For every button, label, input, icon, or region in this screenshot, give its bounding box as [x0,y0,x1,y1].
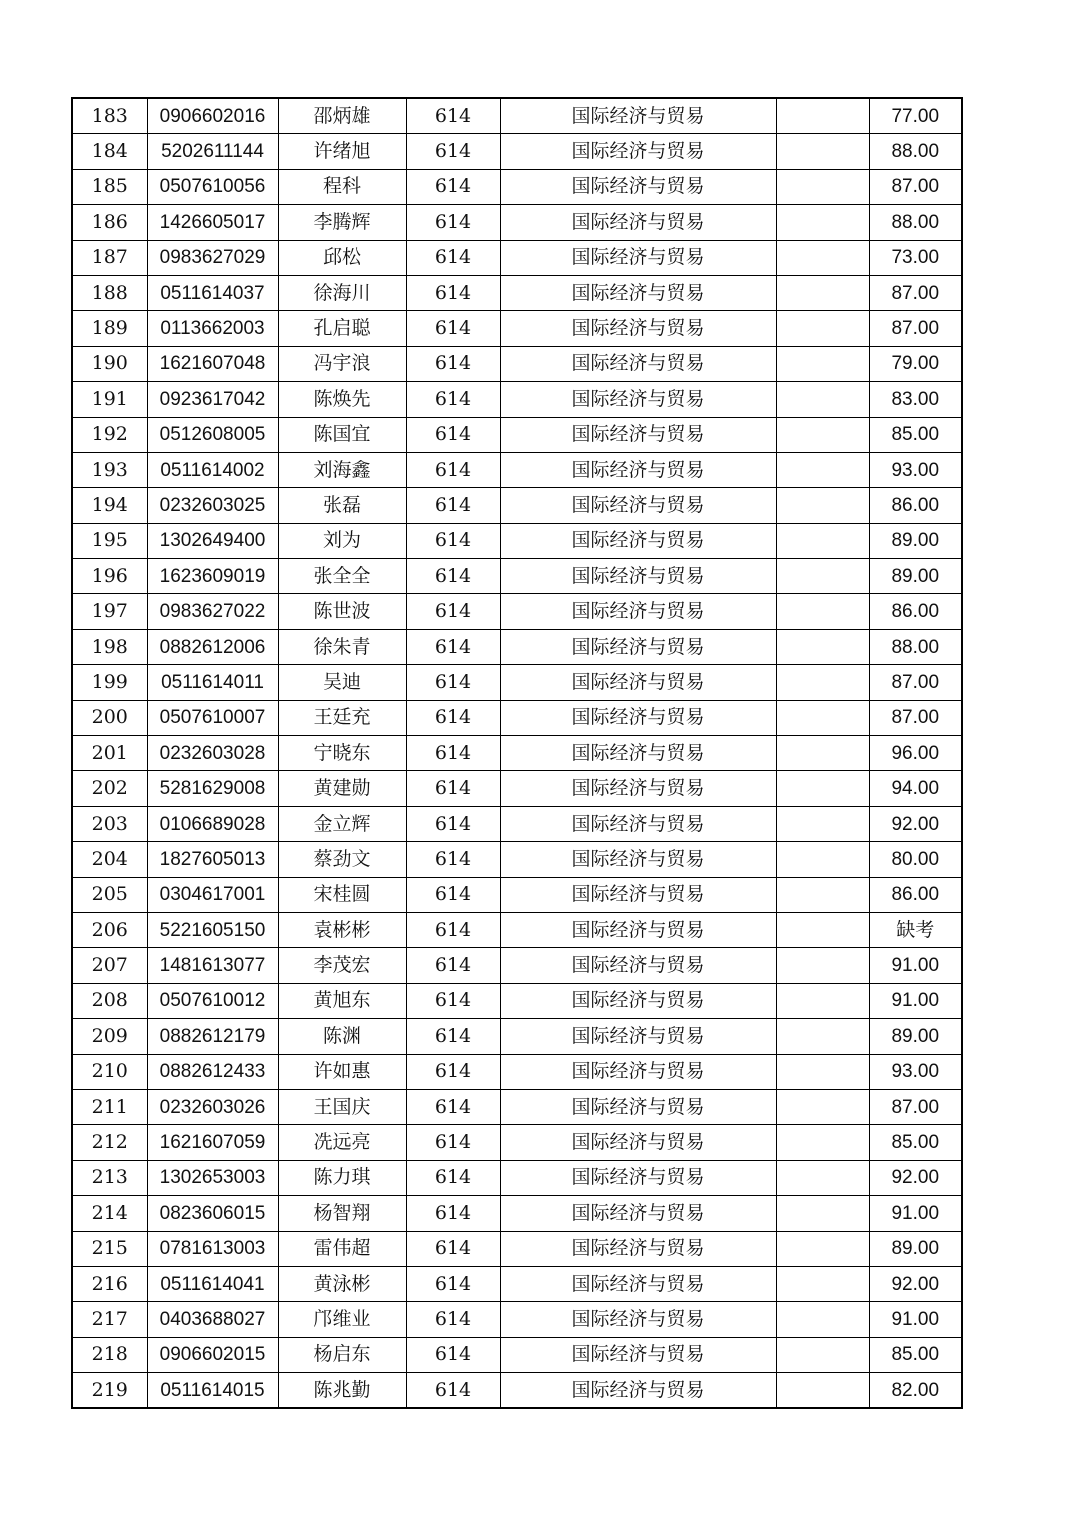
cell-student-name: 宁晓东 [278,736,406,771]
cell-student-name: 邝维业 [278,1302,406,1337]
table-row [72,665,962,700]
cell-subject-code: 614 [406,1125,500,1160]
cell-subject-code: 614 [406,1054,500,1089]
cell-exam-id: 0882612006 [147,629,278,664]
cell-seq-number: 213 [72,1160,147,1195]
cell-seq-number: 188 [72,275,147,310]
cell-score: 87.00 [869,1089,962,1124]
cell-major: 国际经济与贸易 [500,1196,776,1231]
cell-exam-id: 0882612179 [147,1019,278,1054]
cell-note [776,771,869,806]
cell-major: 国际经济与贸易 [500,1231,776,1266]
cell-student-name: 陈力琪 [278,1160,406,1195]
table-row [72,700,962,735]
cell-seq-number: 209 [72,1019,147,1054]
cell-seq-number: 217 [72,1302,147,1337]
cell-major: 国际经济与贸易 [500,346,776,381]
table-row [72,1337,962,1372]
cell-exam-id: 0232603026 [147,1089,278,1124]
cell-note [776,311,869,346]
cell-note [776,1125,869,1160]
cell-exam-id: 0511614041 [147,1266,278,1301]
table-row [72,1054,962,1089]
cell-student-name: 徐朱青 [278,629,406,664]
cell-seq-number: 204 [72,842,147,877]
cell-major: 国际经济与贸易 [500,594,776,629]
cell-score: 82.00 [869,1373,962,1409]
table-row [72,346,962,381]
cell-subject-code: 614 [406,736,500,771]
cell-note [776,523,869,558]
cell-score: 73.00 [869,240,962,275]
cell-note [776,1160,869,1195]
cell-student-name: 陈兆勤 [278,1373,406,1409]
cell-major: 国际经济与贸易 [500,205,776,240]
cell-exam-id: 5221605150 [147,912,278,947]
cell-subject-code: 614 [406,948,500,983]
cell-subject-code: 614 [406,417,500,452]
cell-subject-code: 614 [406,700,500,735]
cell-exam-id: 0232603025 [147,488,278,523]
cell-student-name: 杨智翔 [278,1196,406,1231]
cell-note [776,665,869,700]
cell-major: 国际经济与贸易 [500,806,776,841]
table-row [72,1196,962,1231]
cell-note [776,912,869,947]
cell-note [776,1373,869,1409]
cell-score: 92.00 [869,1160,962,1195]
cell-note [776,594,869,629]
cell-exam-id: 0507610007 [147,700,278,735]
cell-exam-id: 1621607059 [147,1125,278,1160]
table-row [72,98,962,134]
cell-exam-id: 0304617001 [147,877,278,912]
cell-note [776,1019,869,1054]
cell-major: 国际经济与贸易 [500,842,776,877]
table-row [72,559,962,594]
cell-score: 77.00 [869,98,962,134]
cell-score: 91.00 [869,1302,962,1337]
cell-major: 国际经济与贸易 [500,382,776,417]
cell-subject-code: 614 [406,665,500,700]
cell-exam-id: 0113662003 [147,311,278,346]
cell-student-name: 徐海川 [278,275,406,310]
table-row [72,523,962,558]
cell-subject-code: 614 [406,877,500,912]
cell-note [776,806,869,841]
cell-subject-code: 614 [406,205,500,240]
cell-subject-code: 614 [406,98,500,134]
cell-score: 91.00 [869,983,962,1018]
cell-score: 93.00 [869,1054,962,1089]
score-table [71,97,963,1409]
cell-seq-number: 198 [72,629,147,664]
cell-note [776,736,869,771]
cell-score: 86.00 [869,488,962,523]
table-row [72,771,962,806]
table-row [72,948,962,983]
cell-seq-number: 184 [72,134,147,169]
table-row [72,842,962,877]
cell-exam-id: 1621607048 [147,346,278,381]
cell-subject-code: 614 [406,523,500,558]
table-row [72,382,962,417]
cell-student-name: 黄旭东 [278,983,406,1018]
table-row [72,311,962,346]
cell-subject-code: 614 [406,1160,500,1195]
cell-major: 国际经济与贸易 [500,452,776,487]
cell-note [776,700,869,735]
cell-exam-id: 0923617042 [147,382,278,417]
cell-student-name: 张磊 [278,488,406,523]
cell-student-name: 王廷充 [278,700,406,735]
cell-note [776,169,869,204]
cell-student-name: 李茂宏 [278,948,406,983]
cell-note [776,417,869,452]
cell-seq-number: 215 [72,1231,147,1266]
table-row [72,1373,962,1409]
cell-note [776,559,869,594]
cell-subject-code: 614 [406,275,500,310]
cell-exam-id: 0781613003 [147,1231,278,1266]
cell-student-name: 李腾辉 [278,205,406,240]
cell-student-name: 金立辉 [278,806,406,841]
cell-seq-number: 219 [72,1373,147,1409]
table-row [72,1019,962,1054]
table-row [72,452,962,487]
cell-score: 87.00 [869,700,962,735]
cell-exam-id: 0906602016 [147,98,278,134]
cell-subject-code: 614 [406,382,500,417]
cell-major: 国际经济与贸易 [500,665,776,700]
cell-subject-code: 614 [406,1231,500,1266]
cell-score: 93.00 [869,452,962,487]
cell-exam-id: 0106689028 [147,806,278,841]
cell-seq-number: 199 [72,665,147,700]
cell-score: 88.00 [869,629,962,664]
cell-seq-number: 202 [72,771,147,806]
cell-subject-code: 614 [406,1019,500,1054]
table-row [72,240,962,275]
cell-subject-code: 614 [406,1089,500,1124]
cell-seq-number: 206 [72,912,147,947]
cell-note [776,1266,869,1301]
cell-score: 94.00 [869,771,962,806]
cell-note [776,1231,869,1266]
cell-note [776,1054,869,1089]
cell-seq-number: 189 [72,311,147,346]
table-row [72,205,962,240]
cell-major: 国际经济与贸易 [500,98,776,134]
cell-subject-code: 614 [406,346,500,381]
cell-note [776,205,869,240]
cell-seq-number: 195 [72,523,147,558]
table-row [72,806,962,841]
table-row [72,134,962,169]
cell-major: 国际经济与贸易 [500,559,776,594]
cell-exam-id: 0507610012 [147,983,278,1018]
cell-major: 国际经济与贸易 [500,877,776,912]
cell-major: 国际经济与贸易 [500,1089,776,1124]
cell-note [776,98,869,134]
cell-seq-number: 196 [72,559,147,594]
table-row [72,417,962,452]
cell-major: 国际经济与贸易 [500,523,776,558]
cell-subject-code: 614 [406,1337,500,1372]
cell-subject-code: 614 [406,240,500,275]
cell-score: 83.00 [869,382,962,417]
cell-major: 国际经济与贸易 [500,1266,776,1301]
cell-exam-id: 0512608005 [147,417,278,452]
table-row [72,912,962,947]
cell-seq-number: 191 [72,382,147,417]
table-row [72,169,962,204]
cell-exam-id: 0511614002 [147,452,278,487]
cell-score: 86.00 [869,594,962,629]
cell-score: 87.00 [869,665,962,700]
cell-student-name: 许绪旭 [278,134,406,169]
cell-seq-number: 207 [72,948,147,983]
cell-seq-number: 192 [72,417,147,452]
cell-score: 80.00 [869,842,962,877]
cell-exam-id: 1827605013 [147,842,278,877]
cell-subject-code: 614 [406,169,500,204]
cell-student-name: 陈世波 [278,594,406,629]
cell-note [776,1196,869,1231]
cell-exam-id: 0983627029 [147,240,278,275]
cell-exam-id: 1302649400 [147,523,278,558]
cell-exam-id: 0882612433 [147,1054,278,1089]
cell-note [776,1089,869,1124]
cell-score: 96.00 [869,736,962,771]
cell-note [776,983,869,1018]
cell-student-name: 许如惠 [278,1054,406,1089]
table-row [72,736,962,771]
cell-exam-id: 0511614011 [147,665,278,700]
cell-subject-code: 614 [406,1373,500,1409]
cell-seq-number: 190 [72,346,147,381]
cell-seq-number: 210 [72,1054,147,1089]
cell-score: 91.00 [869,948,962,983]
cell-student-name: 程科 [278,169,406,204]
cell-note [776,240,869,275]
cell-major: 国际经济与贸易 [500,1160,776,1195]
cell-subject-code: 614 [406,771,500,806]
cell-exam-id: 1426605017 [147,205,278,240]
cell-student-name: 宋桂圆 [278,877,406,912]
cell-major: 国际经济与贸易 [500,736,776,771]
table-row [72,1125,962,1160]
cell-score: 缺考 [869,912,962,947]
cell-score: 89.00 [869,559,962,594]
cell-note [776,346,869,381]
cell-seq-number: 214 [72,1196,147,1231]
cell-student-name: 黄泳彬 [278,1266,406,1301]
cell-score: 88.00 [869,205,962,240]
cell-major: 国际经济与贸易 [500,1125,776,1160]
cell-exam-id: 0232603028 [147,736,278,771]
cell-score: 89.00 [869,523,962,558]
table-row [72,275,962,310]
cell-score: 88.00 [869,134,962,169]
table-row [72,488,962,523]
table-row [72,1089,962,1124]
table-row [72,629,962,664]
cell-seq-number: 208 [72,983,147,1018]
cell-exam-id: 1302653003 [147,1160,278,1195]
cell-exam-id: 0906602015 [147,1337,278,1372]
cell-score: 87.00 [869,169,962,204]
cell-major: 国际经济与贸易 [500,1054,776,1089]
cell-major: 国际经济与贸易 [500,1302,776,1337]
cell-seq-number: 187 [72,240,147,275]
cell-exam-id: 1623609019 [147,559,278,594]
table-row [72,877,962,912]
cell-score: 79.00 [869,346,962,381]
table-row [72,594,962,629]
cell-score: 87.00 [869,311,962,346]
cell-subject-code: 614 [406,559,500,594]
cell-subject-code: 614 [406,1266,500,1301]
cell-score: 92.00 [869,1266,962,1301]
cell-subject-code: 614 [406,629,500,664]
cell-major: 国际经济与贸易 [500,1337,776,1372]
cell-exam-id: 5202611144 [147,134,278,169]
cell-student-name: 王国庆 [278,1089,406,1124]
cell-student-name: 邵炳雄 [278,98,406,134]
cell-subject-code: 614 [406,1302,500,1337]
table-row [72,1266,962,1301]
cell-exam-id: 1481613077 [147,948,278,983]
cell-score: 89.00 [869,1231,962,1266]
cell-note [776,1302,869,1337]
cell-note [776,452,869,487]
cell-note [776,877,869,912]
cell-seq-number: 218 [72,1337,147,1372]
cell-score: 89.00 [869,1019,962,1054]
cell-student-name: 雷伟超 [278,1231,406,1266]
cell-score: 92.00 [869,806,962,841]
cell-seq-number: 194 [72,488,147,523]
cell-subject-code: 614 [406,1196,500,1231]
cell-student-name: 袁彬彬 [278,912,406,947]
table-row [72,983,962,1018]
cell-exam-id: 5281629008 [147,771,278,806]
cell-major: 国际经济与贸易 [500,948,776,983]
cell-seq-number: 203 [72,806,147,841]
cell-subject-code: 614 [406,488,500,523]
cell-student-name: 孔启聪 [278,311,406,346]
table-row [72,1302,962,1337]
cell-student-name: 杨启东 [278,1337,406,1372]
cell-exam-id: 0823606015 [147,1196,278,1231]
cell-major: 国际经济与贸易 [500,275,776,310]
table-body [72,98,962,1408]
cell-student-name: 陈国宜 [278,417,406,452]
cell-student-name: 张全全 [278,559,406,594]
cell-seq-number: 211 [72,1089,147,1124]
cell-student-name: 吴迪 [278,665,406,700]
cell-major: 国际经济与贸易 [500,169,776,204]
cell-subject-code: 614 [406,806,500,841]
cell-note [776,629,869,664]
cell-student-name: 冼远亮 [278,1125,406,1160]
cell-score: 85.00 [869,417,962,452]
cell-seq-number: 216 [72,1266,147,1301]
cell-major: 国际经济与贸易 [500,1019,776,1054]
cell-score: 85.00 [869,1125,962,1160]
cell-subject-code: 614 [406,311,500,346]
cell-subject-code: 614 [406,842,500,877]
cell-note [776,488,869,523]
cell-subject-code: 614 [406,134,500,169]
cell-seq-number: 205 [72,877,147,912]
cell-major: 国际经济与贸易 [500,700,776,735]
cell-seq-number: 185 [72,169,147,204]
cell-student-name: 刘为 [278,523,406,558]
cell-student-name: 陈渊 [278,1019,406,1054]
cell-major: 国际经济与贸易 [500,983,776,1018]
cell-student-name: 陈焕先 [278,382,406,417]
cell-major: 国际经济与贸易 [500,1373,776,1409]
cell-note [776,134,869,169]
cell-student-name: 刘海鑫 [278,452,406,487]
cell-exam-id: 0511614015 [147,1373,278,1409]
cell-seq-number: 186 [72,205,147,240]
cell-exam-id: 0983627022 [147,594,278,629]
cell-score: 85.00 [869,1337,962,1372]
cell-major: 国际经济与贸易 [500,629,776,664]
cell-seq-number: 197 [72,594,147,629]
cell-note [776,1337,869,1372]
cell-score: 91.00 [869,1196,962,1231]
cell-student-name: 冯宇浪 [278,346,406,381]
cell-major: 国际经济与贸易 [500,240,776,275]
cell-student-name: 蔡劲文 [278,842,406,877]
table-row [72,1231,962,1266]
cell-note [776,382,869,417]
cell-exam-id: 0403688027 [147,1302,278,1337]
cell-seq-number: 183 [72,98,147,134]
cell-subject-code: 614 [406,452,500,487]
cell-major: 国际经济与贸易 [500,771,776,806]
cell-exam-id: 0511614037 [147,275,278,310]
cell-score: 86.00 [869,877,962,912]
cell-exam-id: 0507610056 [147,169,278,204]
cell-student-name: 黄建勋 [278,771,406,806]
cell-major: 国际经济与贸易 [500,488,776,523]
cell-seq-number: 201 [72,736,147,771]
cell-student-name: 邱松 [278,240,406,275]
cell-note [776,275,869,310]
table-row [72,1160,962,1195]
cell-seq-number: 200 [72,700,147,735]
cell-subject-code: 614 [406,594,500,629]
cell-score: 87.00 [869,275,962,310]
cell-major: 国际经济与贸易 [500,912,776,947]
cell-note [776,842,869,877]
cell-seq-number: 193 [72,452,147,487]
cell-major: 国际经济与贸易 [500,417,776,452]
cell-subject-code: 614 [406,912,500,947]
cell-major: 国际经济与贸易 [500,311,776,346]
cell-subject-code: 614 [406,983,500,1018]
cell-seq-number: 212 [72,1125,147,1160]
cell-major: 国际经济与贸易 [500,134,776,169]
cell-note [776,948,869,983]
